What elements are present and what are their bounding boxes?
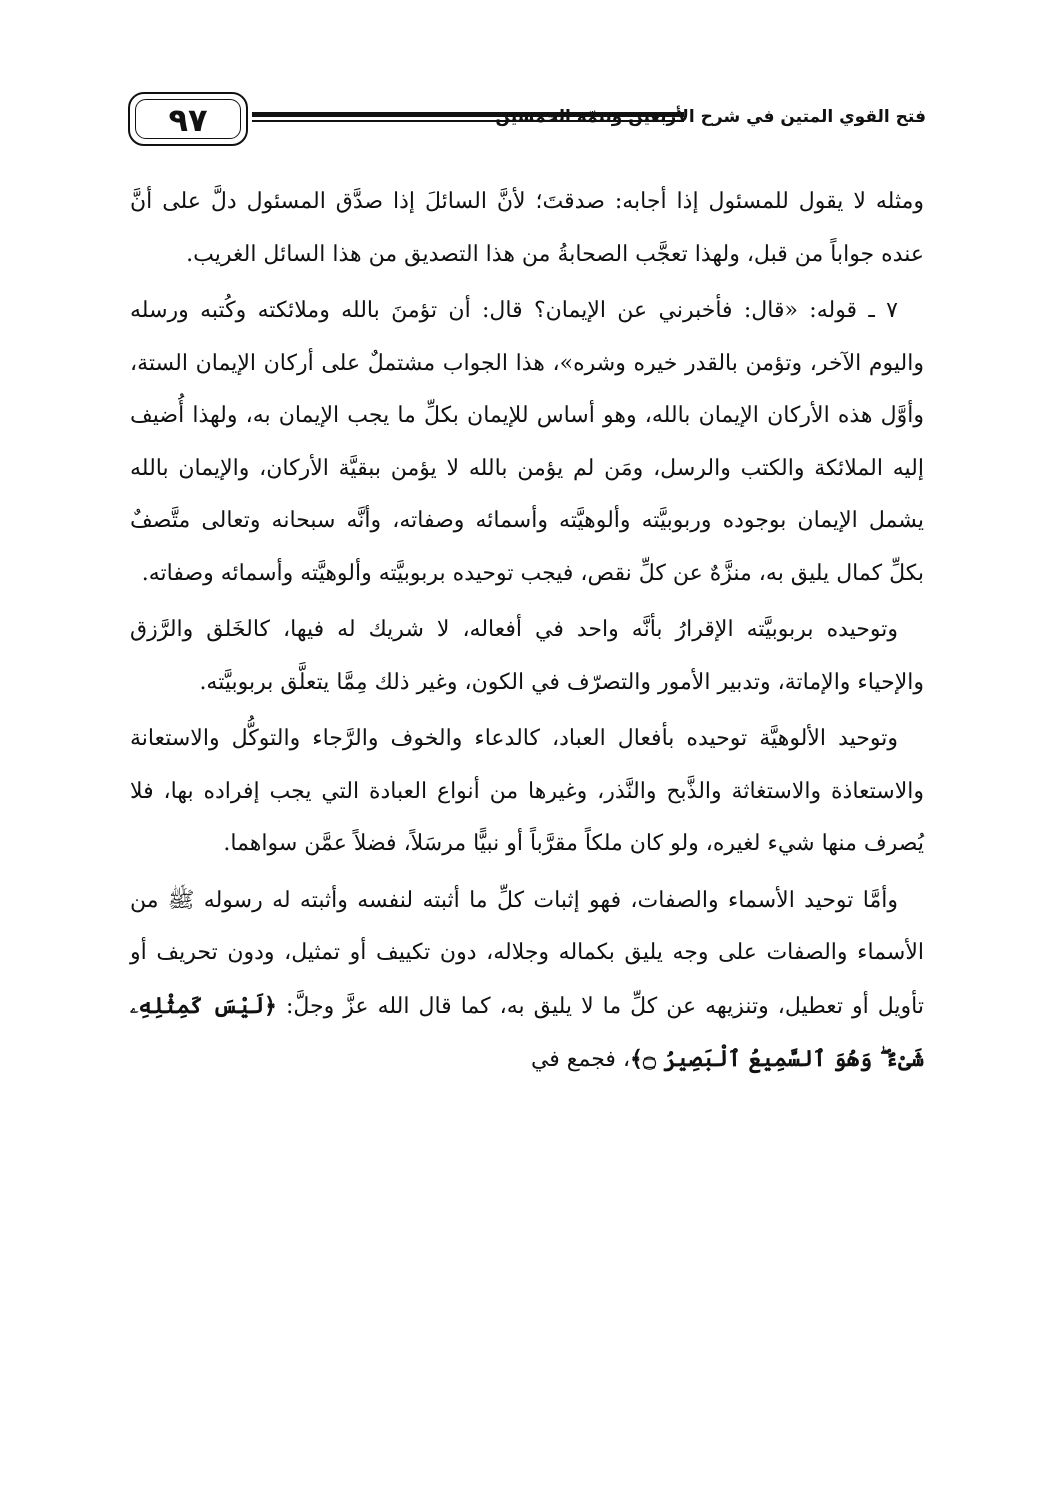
page-header (128, 92, 926, 150)
paragraph-4: وتوحيد الألوهيَّة توحيده بأفعال العباد، كالدعاء والخوف والرَّجاء والتوكُّل والاستعانة والاستعاذة والاستغاثة والذَّبح والنَّذر، وغيرها من أنواع العبادة التي يجب إفراده بها، فلا يُصرف منها شيء لغيره، ولو كان ملكاً مقرَّباً أو نبيًّا مرسَلاً، فضلاً عمَّن سواهما. (130, 726, 924, 856)
quran-verse: ﴿لَيْسَ كَمِثْلِهِۦ شَىْءٌ ۖ وَهُوَ ٱلسَّمِيعُ ٱلْبَصِيرُ ۝﴾ (130, 992, 924, 1072)
page-number: ٩٧ (168, 101, 208, 139)
paragraph-5-tail: ، فجمع في (530, 1047, 631, 1072)
paragraph-2: ٧ ـ قوله: «قال: فأخبرني عن الإيمان؟ قال: أن تؤمنَ بالله وملائكته وكُتبه ورسله واليوم الآخر، وتؤمن بالقدر خيره وشره»، هذا الجواب مشتملٌ على أركان الإيمان الستة، وأوَّل هذه الأركان الإيمان بالله، وهو أساس للإيمان بكلِّ ما يجب الإيمان به، ولهذا أُضيف إليه الملائكة والكتب والرسل، ومَن لم يؤمن بالله لا يؤمن ببقيَّة الأركان، والإيمان بالله يشمل الإيمان بوجوده وربوبيَّته وألوهيَّته وأسمائه وصفاته، وأنَّه سبحانه وتعالى متَّصفٌ بكلِّ كمال يليق به، منزَّهٌ عن كلِّ نقص، فيجب توحيده بربوبيَّته وألوهيَّته وأسمائه وصفاته. (130, 298, 924, 586)
page-number-frame (128, 92, 248, 146)
paragraph-1: ومثله لا يقول للمسئول إذا أجابه: صدقتَ؛ لأنَّ السائلَ إذا صدَّق المسئول دلَّ على أنَّ عنده جواباً من قبل، ولهذا تعجَّب الصحابةُ من هذا التصديق من هذا السائل الغريب. (130, 189, 924, 267)
paragraph-5-text: وأمَّا توحيد الأسماء والصفات، فهو إثبات كلِّ ما أثبته لنفسه وأثبته له رسوله ﷺ من الأسماء والصفات على وجه يليق بكماله وجلاله، دون تكييف أو تمثيل، ودون تحريف أو تأويل أو تعطيل، وتنزيهه عن كلِّ ما لا يليق به، كما قال الله عزَّ وجلَّ: (130, 887, 924, 1019)
book-title: فتح القوي المتين في شرح الأربعين وتتمّة الخمسين (495, 107, 926, 127)
paragraph-3: وتوحيده بربوبيَّته الإقرارُ بأنَّه واحد في أفعاله، لا شريك له فيها، كالخَلق والرَّزق والإحياء والإماتة، وتدبير الأمور والتصرّف في الكون، وغير ذلك مِمَّا يتعلَّق بربوبيَّته. (130, 617, 924, 695)
paragraph-5 (130, 875, 924, 1087)
page-body (130, 176, 924, 1087)
